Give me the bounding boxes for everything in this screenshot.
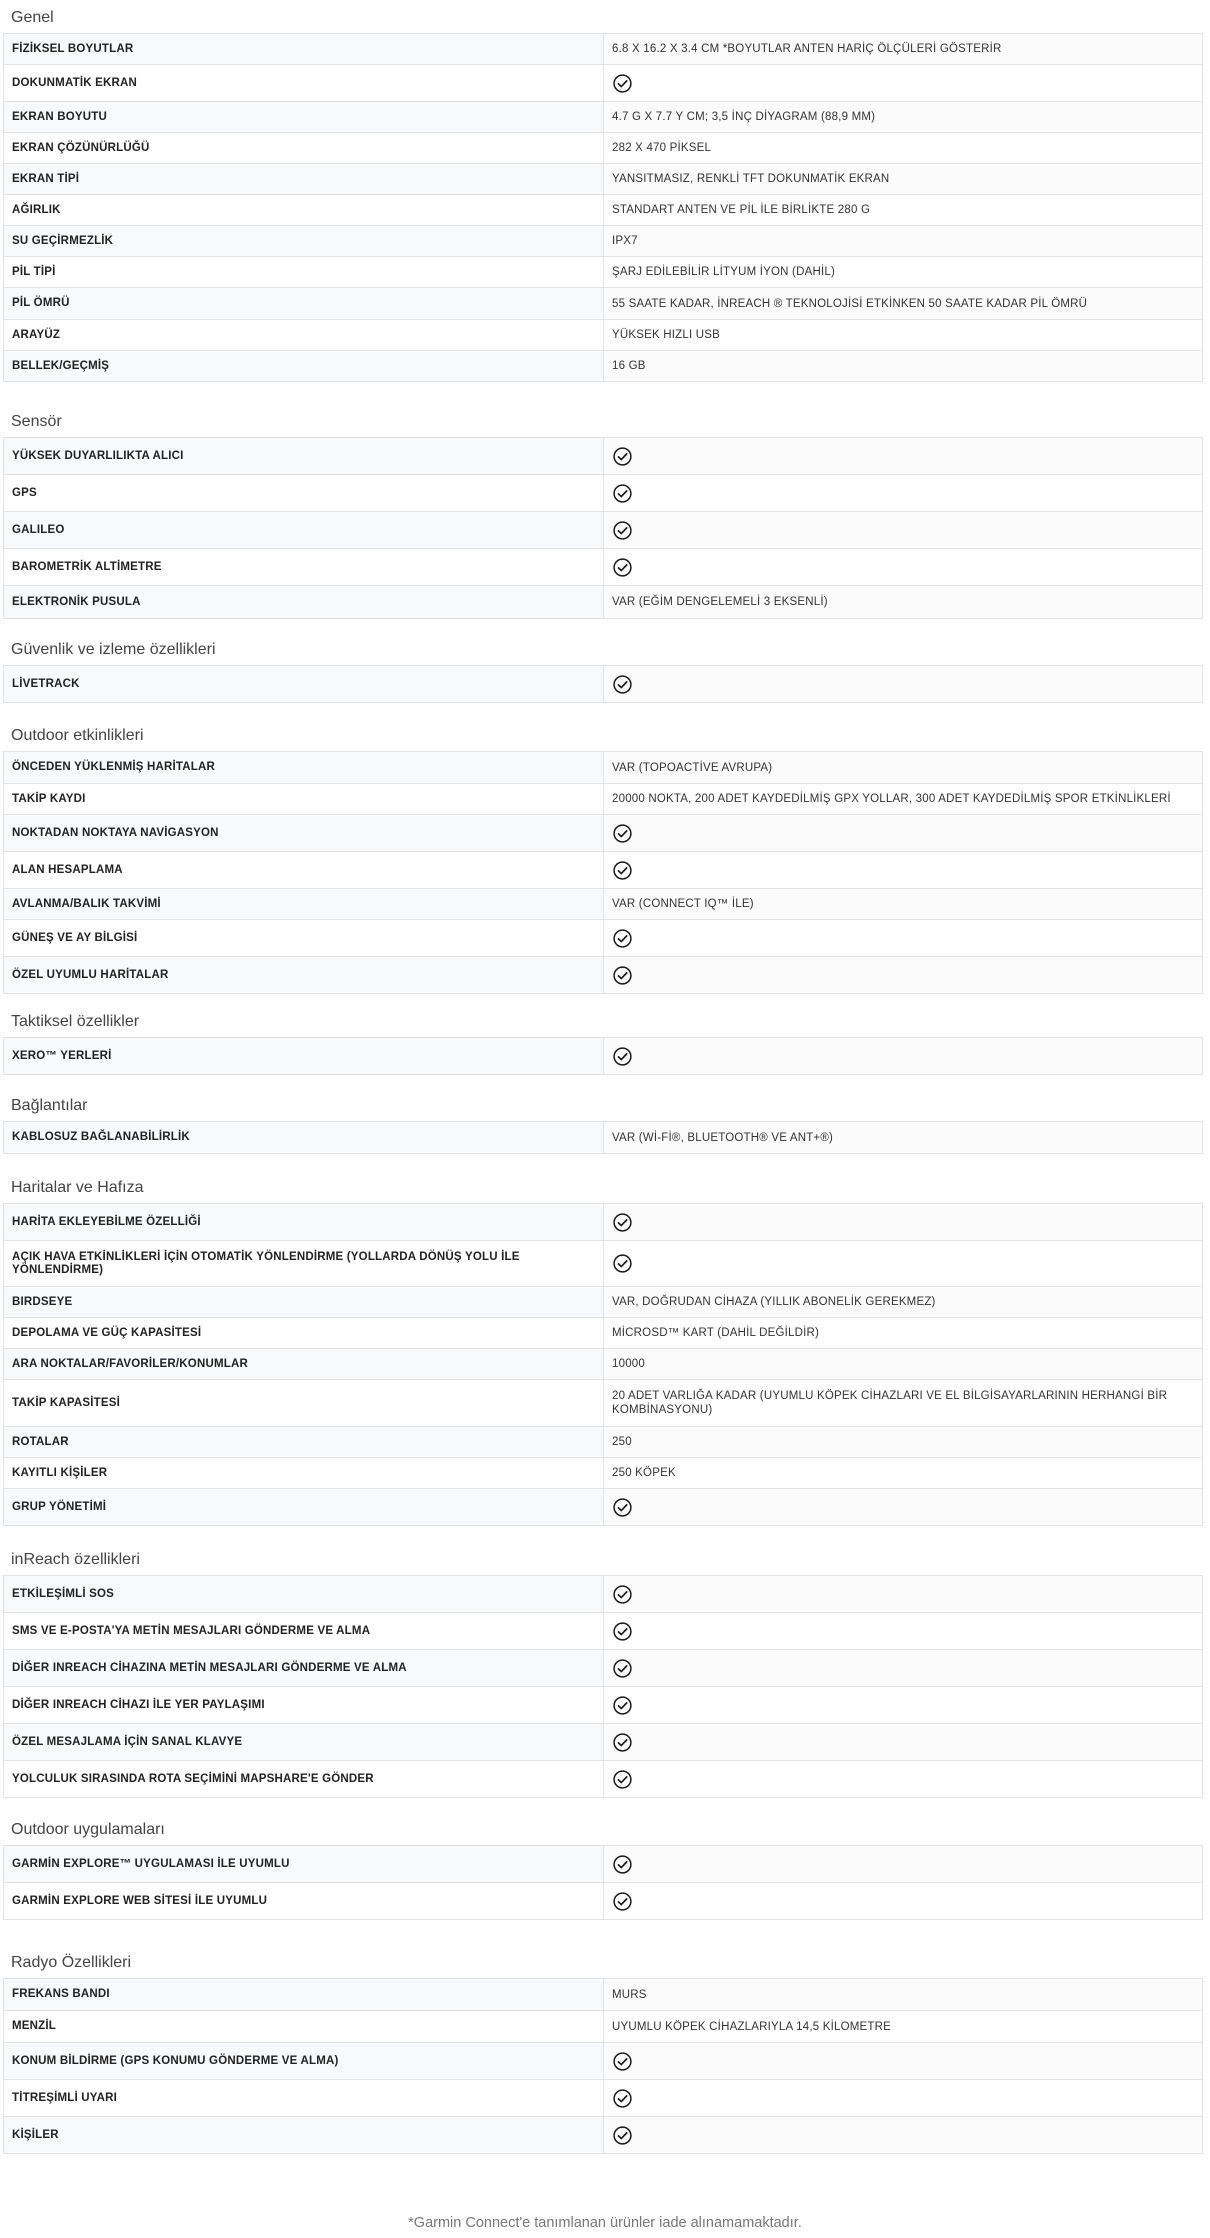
- spec-value: [604, 475, 1203, 512]
- checkmark-circle-icon: [612, 2051, 633, 2072]
- spec-label: GRUP YÖNETİMİ: [4, 1489, 604, 1526]
- table-row: [4, 226, 1203, 257]
- spec-value: [604, 815, 1203, 852]
- table-row: [4, 1287, 1203, 1318]
- section-title: inReach özellikleri: [11, 1551, 140, 1568]
- checkmark-circle-icon: [612, 73, 633, 94]
- footnote: *Garmin Connect'e tanımlanan ürünler iade alınamamaktadır.: [408, 2215, 802, 2231]
- table-row: [4, 133, 1203, 164]
- spec-value: 6.8 X 16.2 X 3.4 CM *BOYUTLAR ANTEN HARİÇ ÖLÇÜLERİ GÖSTERİR: [604, 34, 1203, 65]
- table-row: [4, 1489, 1203, 1526]
- table-row: [4, 1724, 1203, 1761]
- checkmark-circle-icon: [612, 1658, 633, 1679]
- table-row: [4, 65, 1203, 102]
- table-row: [4, 1613, 1203, 1650]
- checkmark-circle-icon: [612, 1854, 633, 1875]
- spec-value: [604, 549, 1203, 586]
- spec-value: [604, 1489, 1203, 1526]
- checkmark-circle-icon: [612, 2125, 633, 2146]
- spec-value: VAR, DOĞRUDAN CİHAZA (YILLIK ABONELİK GEREKMEZ): [604, 1287, 1203, 1318]
- spec-label: KAYITLI KİŞİLER: [4, 1458, 604, 1489]
- spec-label: YOLCULUK SIRASINDA ROTA SEÇİMİNİ MAPSHARE'E GÖNDER: [4, 1761, 604, 1798]
- spec-value: [604, 852, 1203, 889]
- spec-label: ÖNCEDEN YÜKLENMİŞ HARİTALAR: [4, 752, 604, 784]
- checkmark-circle-icon: [612, 483, 633, 504]
- checkmark-circle-icon: [612, 1046, 633, 1067]
- table-row: [4, 164, 1203, 195]
- checkmark-circle-icon: [612, 1695, 633, 1716]
- section-title: Radyo Özellikleri: [11, 1954, 132, 1971]
- table-row: [4, 549, 1203, 586]
- spec-label: MENZİL: [4, 2011, 604, 2043]
- spec-value: 20 ADET VARLIĞA KADAR (UYUMLU KÖPEK CİHAZLARI VE EL BİLGİSAYARLARININ HERHANGİ BİR KOMBİNASYONU): [604, 1380, 1203, 1427]
- spec-value: MURS: [604, 1979, 1203, 2011]
- spec-value: [604, 920, 1203, 957]
- spec-label: EKRAN BOYUTU: [4, 102, 604, 133]
- spec-label: LİVETRACK: [4, 666, 604, 703]
- spec-value: [604, 438, 1203, 475]
- spec-value: [604, 1650, 1203, 1687]
- spec-label: AÇIK HAVA ETKİNLİKLERİ İÇİN OTOMATİK YÖNLENDİRME (YOLLARDA DÖNÜŞ YOLU İLE YÖNLENDİRME): [4, 1241, 604, 1287]
- spec-table: [3, 1978, 1203, 2154]
- spec-label: GARMİN EXPLORE™ UYGULAMASI İLE UYUMLU: [4, 1846, 604, 1883]
- spec-value: [604, 1846, 1203, 1883]
- table-row: [4, 1349, 1203, 1380]
- spec-label: GARMİN EXPLORE WEB SİTESİ İLE UYUMLU: [4, 1883, 604, 1920]
- spec-table: [3, 1121, 1203, 1154]
- section-title: Sensör: [11, 413, 62, 430]
- spec-value: 10000: [604, 1349, 1203, 1380]
- spec-table: [3, 33, 1203, 382]
- section-title: Outdoor uygulamaları: [11, 1821, 165, 1838]
- spec-label: KİŞİLER: [4, 2117, 604, 2154]
- spec-value: [604, 65, 1203, 102]
- table-row: [4, 102, 1203, 133]
- spec-value: [604, 2080, 1203, 2117]
- section-title: Taktiksel özellikler: [11, 1013, 140, 1030]
- table-row: [4, 1427, 1203, 1458]
- table-row: [4, 475, 1203, 512]
- spec-label: BIRDSEYE: [4, 1287, 604, 1318]
- checkmark-circle-icon: [612, 1497, 633, 1518]
- spec-value: STANDART ANTEN VE PİL İLE BİRLİKTE 280 G: [604, 195, 1203, 226]
- spec-label: DOKUNMATİK EKRAN: [4, 65, 604, 102]
- spec-value: YÜKSEK HIZLI USB: [604, 320, 1203, 351]
- spec-label: KONUM BİLDİRME (GPS KONUMU GÖNDERME VE ALMA): [4, 2043, 604, 2080]
- spec-label: ÖZEL UYUMLU HARİTALAR: [4, 957, 604, 994]
- table-row: [4, 320, 1203, 351]
- table-row: [4, 1122, 1203, 1154]
- spec-table: [3, 1845, 1203, 1920]
- spec-value: [604, 2043, 1203, 2080]
- spec-label: KABLOSUZ BAĞLANABİLİRLİK: [4, 1122, 604, 1154]
- spec-label: ETKİLEŞİMLİ SOS: [4, 1576, 604, 1613]
- checkmark-circle-icon: [612, 1621, 633, 1642]
- spec-label: DİĞER INREACH CİHAZI İLE YER PAYLAŞIMI: [4, 1687, 604, 1724]
- checkmark-circle-icon: [612, 520, 633, 541]
- checkmark-circle-icon: [612, 1584, 633, 1605]
- table-row: [4, 2043, 1203, 2080]
- spec-label: XERO™ YERLERİ: [4, 1038, 604, 1075]
- section-title: Bağlantılar: [11, 1097, 88, 1114]
- table-row: [4, 586, 1203, 619]
- spec-value: IPX7: [604, 226, 1203, 257]
- section-title: Güvenlik ve izleme özellikleri: [11, 641, 216, 658]
- spec-table: [3, 1203, 1203, 1526]
- table-row: [4, 815, 1203, 852]
- table-row: [4, 1979, 1203, 2011]
- spec-label: EKRAN TİPİ: [4, 164, 604, 195]
- checkmark-circle-icon: [612, 446, 633, 467]
- spec-value: VAR (Wİ-Fİ®, BLUETOOTH® VE ANT+®): [604, 1122, 1203, 1154]
- spec-table: [3, 1575, 1203, 1798]
- spec-label: AVLANMA/BALIK TAKVİMİ: [4, 889, 604, 920]
- spec-table: [3, 1037, 1203, 1075]
- spec-value: [604, 1241, 1203, 1287]
- section-title: Haritalar ve Hafıza: [11, 1179, 144, 1196]
- spec-label: YÜKSEK DUYARLILIKTA ALICI: [4, 438, 604, 475]
- checkmark-circle-icon: [612, 965, 633, 986]
- spec-value: [604, 2117, 1203, 2154]
- section-title: Genel: [11, 9, 54, 26]
- checkmark-circle-icon: [612, 557, 633, 578]
- spec-label: ARA NOKTALAR/FAVORİLER/KONUMLAR: [4, 1349, 604, 1380]
- table-row: [4, 438, 1203, 475]
- table-row: [4, 920, 1203, 957]
- spec-table: [3, 751, 1203, 994]
- table-row: [4, 1038, 1203, 1075]
- spec-value: [604, 1687, 1203, 1724]
- checkmark-circle-icon: [612, 2088, 633, 2109]
- spec-value: 16 GB: [604, 351, 1203, 382]
- table-row: [4, 2011, 1203, 2043]
- spec-value: [604, 666, 1203, 703]
- spec-label: AĞIRLIK: [4, 195, 604, 226]
- spec-label: FREKANS BANDI: [4, 1979, 604, 2011]
- spec-label: ALAN HESAPLAMA: [4, 852, 604, 889]
- checkmark-circle-icon: [612, 674, 633, 695]
- spec-label: BELLEK/GEÇMİŞ: [4, 351, 604, 382]
- table-row: [4, 288, 1203, 320]
- checkmark-circle-icon: [612, 1253, 633, 1274]
- table-row: [4, 1318, 1203, 1349]
- spec-value: 250 KÖPEK: [604, 1458, 1203, 1489]
- table-row: [4, 1687, 1203, 1724]
- checkmark-circle-icon: [612, 860, 633, 881]
- table-row: [4, 1380, 1203, 1427]
- spec-value: [604, 957, 1203, 994]
- spec-value: YANSITMASIZ, RENKLİ TFT DOKUNMATİK EKRAN: [604, 164, 1203, 195]
- spec-label: TAKİP KAYDI: [4, 784, 604, 815]
- table-row: [4, 2080, 1203, 2117]
- spec-label: HARİTA EKLEYEBİLME ÖZELLİĞİ: [4, 1204, 604, 1241]
- section-title: Outdoor etkinlikleri: [11, 727, 144, 744]
- spec-value: [604, 1761, 1203, 1798]
- checkmark-circle-icon: [612, 1891, 633, 1912]
- spec-label: TAKİP KAPASİTESİ: [4, 1380, 604, 1427]
- table-row: [4, 666, 1203, 703]
- spec-label: ELEKTRONİK PUSULA: [4, 586, 604, 619]
- spec-value: 4.7 G X 7.7 Y CM; 3,5 İNÇ DİYAGRAM (88,9 MM): [604, 102, 1203, 133]
- table-row: [4, 1576, 1203, 1613]
- table-row: [4, 1761, 1203, 1798]
- table-row: [4, 1241, 1203, 1287]
- spec-value: MİCROSD™ KART (DAHİL DEĞİLDİR): [604, 1318, 1203, 1349]
- table-row: [4, 34, 1203, 65]
- spec-label: ARAYÜZ: [4, 320, 604, 351]
- checkmark-circle-icon: [612, 928, 633, 949]
- spec-label: PİL ÖMRÜ: [4, 288, 604, 320]
- spec-value: [604, 1038, 1203, 1075]
- spec-label: PİL TİPİ: [4, 257, 604, 288]
- spec-value: [604, 1883, 1203, 1920]
- spec-value: VAR (TOPOACTİVE AVRUPA): [604, 752, 1203, 784]
- table-row: [4, 889, 1203, 920]
- spec-value: 250: [604, 1427, 1203, 1458]
- table-row: [4, 195, 1203, 226]
- spec-value: VAR (EĞİM DENGELEMELİ 3 EKSENLİ): [604, 586, 1203, 619]
- table-row: [4, 2117, 1203, 2154]
- table-row: [4, 784, 1203, 815]
- table-row: [4, 351, 1203, 382]
- spec-label: SU GEÇİRMEZLİK: [4, 226, 604, 257]
- spec-label: FİZİKSEL BOYUTLAR: [4, 34, 604, 65]
- spec-label: BAROMETRİK ALTİMETRE: [4, 549, 604, 586]
- spec-value: [604, 1204, 1203, 1241]
- spec-value: 20000 NOKTA, 200 ADET KAYDEDİLMİŞ GPX YOLLAR, 300 ADET KAYDEDİLMİŞ SPOR ETKİNLİKLERİ: [604, 784, 1203, 815]
- checkmark-circle-icon: [612, 1732, 633, 1753]
- spec-table: [3, 665, 1203, 703]
- spec-label: GÜNEŞ VE AY BİLGİSİ: [4, 920, 604, 957]
- table-row: [4, 1458, 1203, 1489]
- spec-value: 282 X 470 PİKSEL: [604, 133, 1203, 164]
- table-row: [4, 512, 1203, 549]
- checkmark-circle-icon: [612, 1769, 633, 1790]
- spec-label: TİTREŞİMLİ UYARI: [4, 2080, 604, 2117]
- spec-label: GALILEO: [4, 512, 604, 549]
- table-row: [4, 957, 1203, 994]
- spec-label: GPS: [4, 475, 604, 512]
- table-row: [4, 752, 1203, 784]
- spec-value: [604, 512, 1203, 549]
- spec-value: VAR (CONNECT IQ™ İLE): [604, 889, 1203, 920]
- checkmark-circle-icon: [612, 823, 633, 844]
- spec-value: ŞARJ EDİLEBİLİR LİTYUM İYON (DAHİL): [604, 257, 1203, 288]
- spec-value: UYUMLU KÖPEK CİHAZLARIYLA 14,5 KİLOMETRE: [604, 2011, 1203, 2043]
- spec-label: EKRAN ÇÖZÜNÜRLÜĞÜ: [4, 133, 604, 164]
- spec-label: ÖZEL MESAJLAMA İÇİN SANAL KLAVYE: [4, 1724, 604, 1761]
- table-row: [4, 1883, 1203, 1920]
- spec-value: 55 SAATE KADAR, İNREACH ® TEKNOLOJİSİ ETKİNKEN 50 SAATE KADAR PİL ÖMRÜ: [604, 288, 1203, 320]
- spec-value: [604, 1613, 1203, 1650]
- table-row: [4, 852, 1203, 889]
- table-row: [4, 1846, 1203, 1883]
- spec-label: ROTALAR: [4, 1427, 604, 1458]
- spec-table: [3, 437, 1203, 619]
- spec-label: DEPOLAMA VE GÜÇ KAPASİTESİ: [4, 1318, 604, 1349]
- spec-value: [604, 1724, 1203, 1761]
- checkmark-circle-icon: [612, 1212, 633, 1233]
- table-row: [4, 1650, 1203, 1687]
- spec-value: [604, 1576, 1203, 1613]
- table-row: [4, 1204, 1203, 1241]
- table-row: [4, 257, 1203, 288]
- spec-label: NOKTADAN NOKTAYA NAVİGASYON: [4, 815, 604, 852]
- spec-label: SMS VE E-POSTA'YA METİN MESAJLARI GÖNDERME VE ALMA: [4, 1613, 604, 1650]
- spec-label: DİĞER INREACH CİHAZINA METİN MESAJLARI GÖNDERME VE ALMA: [4, 1650, 604, 1687]
